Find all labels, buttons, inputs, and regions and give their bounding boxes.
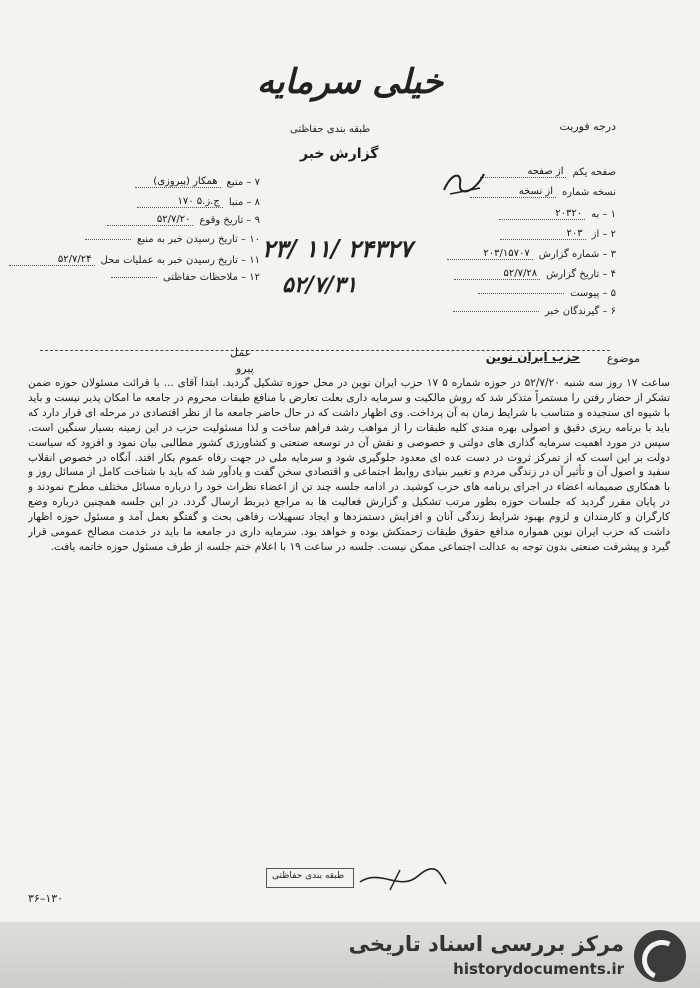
left-field-value	[111, 277, 157, 278]
right-field-value	[478, 293, 564, 294]
left-field-1	[137, 196, 260, 208]
left-field-label: ۱۲ – ملاحظات حفاظتی	[162, 272, 260, 283]
right-field-label: ۲ – از	[591, 228, 616, 240]
right-field-label: صفحه یکم	[572, 166, 616, 178]
right-field-value: ۵۲/۷/۲۸	[454, 268, 540, 280]
right-field-label: ۳ – شماره گزارش	[538, 248, 616, 260]
left-field-0	[135, 176, 260, 188]
right-field-4	[447, 248, 616, 260]
left-field-value: همکار (پیروزی)	[135, 176, 221, 188]
subject-value: حزب ایران نوین	[485, 350, 580, 364]
right-field-6	[478, 288, 616, 299]
right-field-3	[500, 228, 616, 240]
right-field-label: ۶ – گیرندگان خبر	[544, 306, 616, 317]
right-field-value: ۲۰۳/۱۵۷۰۷	[447, 248, 533, 260]
right-field-2	[499, 208, 616, 220]
footer-classification: طبقه بندی حفاظتی	[272, 871, 345, 881]
handwritten-number: ۲۳/ ۱۱/ ۲۴۳۲۷	[262, 234, 413, 263]
left-field-5	[111, 272, 260, 283]
right-field-1	[470, 186, 616, 198]
right-field-label: نسخه شماره	[562, 186, 616, 198]
action-value: پیرو	[236, 362, 254, 375]
watermark-title: مرکز بررسی اسناد تاریخی	[348, 932, 624, 956]
urgency-label: درجه فوریت	[559, 120, 616, 133]
left-field-value: ۵۲/۷/۲۰	[107, 214, 193, 226]
right-field-label: ۴ – تاریخ گزارش	[546, 268, 616, 280]
subject-label: موضوع	[606, 352, 640, 365]
left-field-label: ۸ – منبا	[228, 196, 260, 208]
page-code: ۳۶–۱۳۰	[28, 892, 64, 905]
left-field-value: ۵۲/۷/۲۴	[9, 254, 95, 266]
right-field-7	[453, 306, 616, 317]
right-field-value: ۲۰۳۲۰	[499, 208, 585, 220]
left-field-value: ج.ز.۵ ۱۷۰	[137, 196, 223, 208]
left-field-4	[9, 254, 261, 266]
right-field-label: ۱ – به	[591, 208, 616, 220]
right-field-value: ۲۰۳	[500, 228, 586, 240]
action-label: عمل	[230, 346, 252, 359]
left-field-label: ۱۰ – تاریخ رسیدن خبر به منبع	[136, 234, 260, 245]
left-field-label: ۹ – تاریخ وقوع	[199, 214, 260, 226]
initials-signature-icon	[440, 168, 490, 198]
right-field-5	[454, 268, 616, 280]
right-field-0	[480, 166, 616, 178]
right-field-label: ۵ – پیوست	[570, 288, 616, 299]
archive-logo-icon	[634, 930, 686, 982]
report-title: گزارش خبر	[300, 146, 379, 162]
report-body: ساعت ۱۷ روز سه شنبه ۵۲/۷/۲۰ در حوزه شماره ۵ ۱۷ حزب ایران نوین در محل حوزه تشکیل گردید. ابتدا آقای ... با قرائت مسئولان حوزه ضمن تشکر از حضار رفتن را مستمراً متذکر شد که روش مالکیت و سرمایه داری بعلت تعارض با منافع طبقات محروم در جامعه ما امکان پذیر نیست و باید با شیوه ای سنجیده و متناسب با شرایط زمان به آن پرداخت. وی اظهار داشت که در حال حاضر جامعه ما از نظر اقتصادی در مرحله ای قرار دارد که باید با برنامه ریزی دقیق و اصولی بهره مندی کلیه طبقات را از مواهب رشد فراهم ساخت و لذا مسئولیت حزب در این زمینه بسیار سنگین است. سپس در مورد اهمیت سرمایه گذاری های دولتی و خصوصی و نقش آن در توسعه صنعتی و کشاورزی کشور مطالبی بیان نمود و افزود که سیاست دولت بر این است که از تمرکز ثروت در دست عده ای معدود جلوگیری شود و سرمایه ملی در جهت رفاه عموم بکار افتد. آنگاه در خصوص انقلاب سفید و اصول آن و تأثیر آن در زندگی مردم و تغییر بنیادی روابط اجتماعی و اقتصادی سخن گفت و یادآور شد که باید با شناخت کامل از مسائل روز و با همکاری صمیمانه اعضاء در اجرای برنامه های حزب کوشید. در ادامه جلسه چند تن از اعضاء نظرات خود را درباره مسائل مختلف مطرح نمودند و در پایان مقرر گردید که جلسات حوزه بطور مرتب تشکیل و گزارش فعالیت ها به مراجع ذیربط ارسال گردد. در این جلسه همچنین درباره وضع کارگران و کارمندان و لزوم بهبود شرایط زندگی آنان و افزایش دستمزدها و ایجاد تسهیلات رفاهی بحث و گفتگو بعمل آمد و مسئول حوزه اظهار داشت که حزب ایران نوین همواره مدافع حقوق طبقات زحمتکش بوده و خواهد بود. سرمایه داری در جامعه ما باید در خدمت مصالح عمومی قرار گیرد و پیشرفت صنعتی بدون توجه به عدالت اجتماعی ممکن نیست. جلسه در ساعت ۱۹ با اعلام ختم جلسه از طرف مسئول حوزه خاتمه یافت.	[28, 377, 670, 553]
left-field-label: ۱۱ – تاریخ رسیدن خبر به عملیات محل	[100, 254, 260, 266]
left-field-2	[107, 214, 260, 226]
handwritten-date: ۵۲/۷/۳۱	[282, 272, 358, 298]
left-field-value	[85, 239, 131, 240]
classification-label: طبقه بندی حفاظتی	[290, 124, 371, 135]
right-field-value	[453, 311, 539, 312]
right-field-value: از نسخه	[470, 186, 556, 198]
document-title: خیلی سرمایه	[256, 62, 444, 102]
watermark-url[interactable]: historydocuments.ir	[453, 960, 624, 978]
right-field-value: از صفحه	[480, 166, 566, 178]
left-field-3	[85, 234, 260, 245]
left-field-label: ۷ – منبع	[226, 176, 260, 188]
